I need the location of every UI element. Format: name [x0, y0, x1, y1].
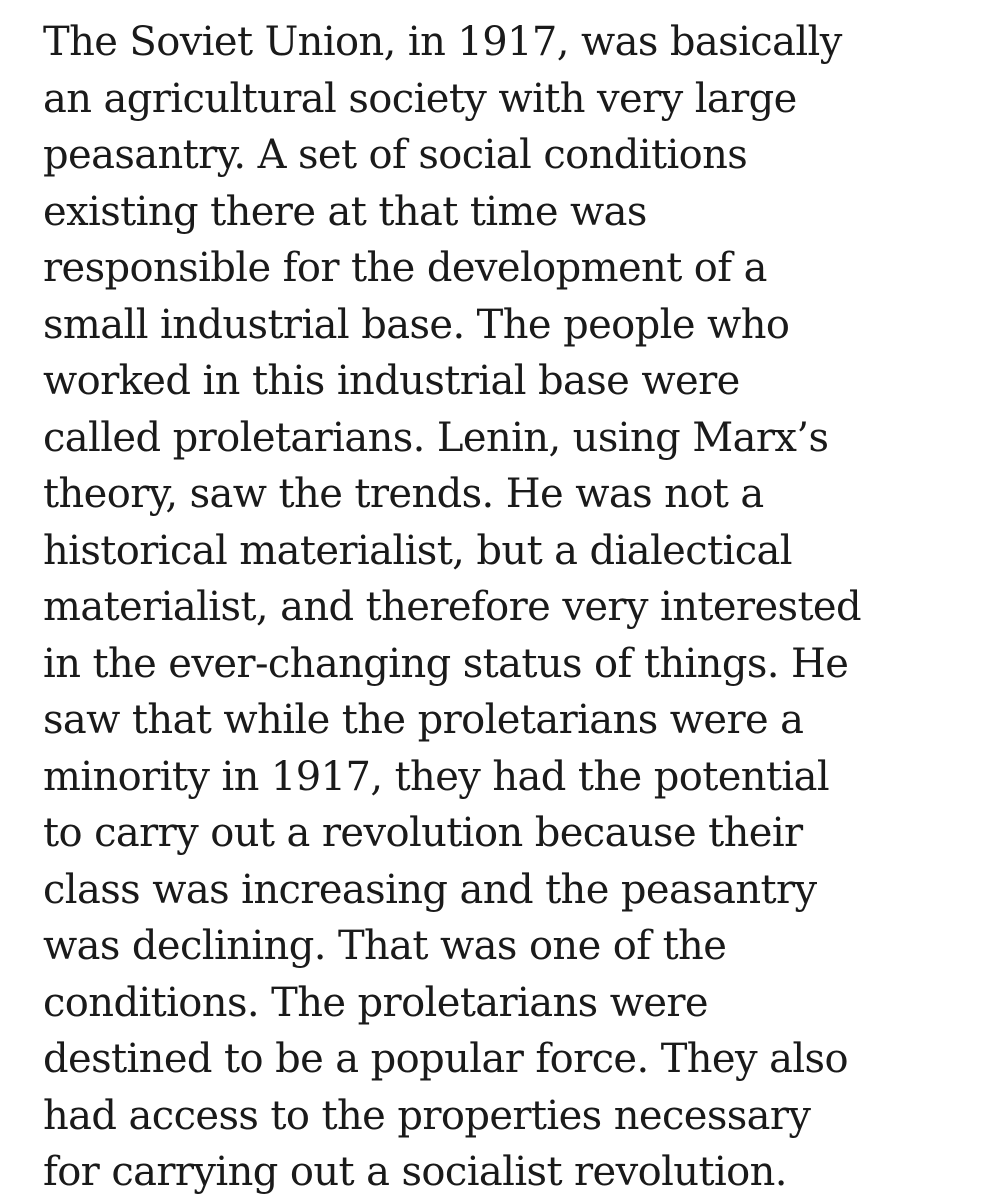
text-line: for carrying out a socialist revolution.: [43, 1149, 787, 1195]
text-line: existing there at that time was: [43, 188, 647, 235]
text-line: destined to be a popular force. They also: [43, 1036, 848, 1082]
text-line: materialist, and therefore very interested: [43, 584, 862, 630]
text-line: called proletarians. Lenin, using Marx’s: [43, 414, 829, 461]
text-line: small industrial base. The people who: [43, 301, 790, 348]
text-line: an agricultural society with very large: [43, 75, 797, 122]
text-line: The Soviet Union, in 1917, was basically: [43, 19, 842, 65]
text-line: minority in 1917, they had the potential: [43, 753, 830, 800]
text-line: saw that while the proletarians were a: [43, 697, 804, 743]
text-line: theory, saw the trends. He was not a: [43, 471, 764, 517]
text-line: peasantry. A set of social conditions: [43, 132, 748, 178]
text-line: in the ever-changing status of things. He: [43, 640, 849, 687]
text-line: class was increasing and the peasantry: [43, 866, 817, 913]
text-line: was declining. That was one of the: [43, 923, 727, 969]
text-line: responsible for the development of a: [43, 245, 767, 291]
body-paragraph: [43, 14, 973, 1201]
text-line: to carry out a revolution because their: [43, 810, 803, 856]
text-line: conditions. The proletarians were: [43, 979, 709, 1026]
text-line: worked in this industrial base were: [43, 358, 740, 404]
text-line: historical materialist, but a dialectical: [43, 527, 792, 574]
text-line: had access to the properties necessary: [43, 1092, 811, 1139]
